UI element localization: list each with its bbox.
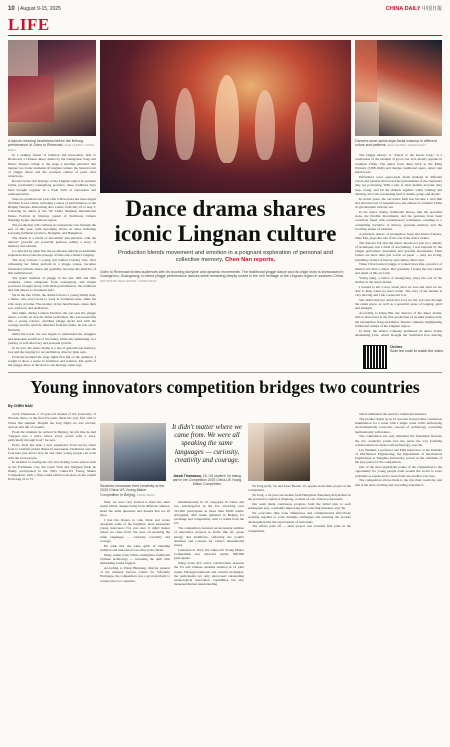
paragraph: The product lights up in 10 seconds and provides continuous illumination for a week with a single water refill, embodying environmentally conscious concept of technology coexisting harmoniously with nature. — [355, 416, 442, 434]
paragraph: According to Wang Bin, the director of the dance drama, Ode to Riverroad is the first production of its kind produced by the Guangzhou Song and Dance Theatre company, highlighting traditional culture of the Lingnan region. — [355, 311, 442, 328]
paragraph: In a striking fusion of tradition and innovation, Ode to Riverroad, a Chinese dance drama by the Guangzhou Song and Dance Theatre, brings to the stage a heartfelt narrative that merges two iconic elements of Lingnan culture: the historical art of yingge dance and the southern culture of pearl river waterways. — [8, 153, 96, 179]
caption-text: Students showcase their creativity at the 2025 China-US Young Maker Competition in Beijing. — [100, 484, 165, 497]
paragraph: Rooted in the rich heritage of the Lingnan region in southern China, particularly Guangdong province, these traditions have been brought together in a fresh form of expression and reinterpretation. — [8, 179, 96, 196]
dancers-makeup-photo — [355, 40, 442, 136]
article1-column-1 — [8, 153, 96, 367]
paragraph: Since its premiere last year, Ode to Riverroad has been staged 30 times across China, including a series of performances at the Beijing Tianqiao Performing Arts Center from July 25 to Aug 3, following its debut at the 7th China Xinjiang International Dance Festival in Urumqi, capital of Northwest China's Xinjiang Uygur autonomous region. — [8, 196, 96, 222]
paragraph: A principal dancer of Guangzhou Song and Dance Theatre, Zhao Fan, plays the role of the son in the dance drama. — [355, 231, 442, 240]
issue-date: | August 9-15, 2025 — [17, 6, 61, 12]
article2-column-5 — [355, 412, 442, 742]
section-rule — [8, 35, 442, 36]
page-number: 10 — [8, 6, 15, 12]
section-title: LIFE — [8, 15, 50, 34]
paragraph: In addition to touring the city and visiting iconic places such as the Forbidden City, the Great Wall and Jiangnan Park, he finally participated in the 2025 China-US Young Maker Competition, with a final round which took place in the capital from Aug 10 to 15. — [8, 460, 96, 482]
paragraph: Lin Yuanhui, a professor and PhD supervisor at the Institute of Mechanical Engineering, the Department of Mechanical Engineering at Tsinghua University, served as the chairman of the jury panel for the competition. — [355, 447, 442, 465]
deck-text: Production blends movement and emotion in a poignant exploration of personal and collective memory, — [118, 250, 333, 264]
paragraph: In the dance drama, traditional moves, like the powerful steps, the flexible movements, and the gestures, have been creatively fused with contemporary techniques, resulting in a compelling narrative of history, personal memory and the evolving nature of tradition. — [355, 209, 442, 231]
article2-headline: Young innovators competition bridges two countries — [30, 377, 420, 397]
paragraph: Our team made continuous progress from the initial idea to each subsequent step, constantly improving and correcting mistakes, says Yu. — [248, 502, 351, 511]
article1-column-3 — [355, 153, 442, 337]
paragraph: Launched in 2013, the China-US Young Maker Competition has attracted nearly 900,000 participants. — [174, 547, 244, 561]
caption-text: A dancer wearing headdress before the lifelong performance of Oden to Riverroad. — [8, 139, 84, 148]
bottom-left-photo-caption — [100, 484, 166, 497]
article1-headline — [100, 196, 351, 246]
photo-credit: PHOTOS BY ZHAI HUIXIN / CHINA DAILY — [100, 278, 158, 283]
photo-credit: CHINA DAILY — [136, 492, 156, 497]
photo-credit: ZHAI HUIXIN / CHINA DAILY — [387, 143, 427, 148]
paragraph: which eliminates the need for traditional batteries. — [359, 412, 428, 416]
quote-attribution-role: 15, US student, on taking part in the Competition 2025 China-US Young Maker Competition — [172, 474, 242, 486]
paragraph: Jacob Thomason, a 15-year-old student of the University of Nevada, Reno, is the first US team, made his very first visit to China this summer. Despite the long flight, he was excited, curious and full of wonder. — [8, 412, 96, 429]
paragraph: He adds that the same spirit of blending tradition and innovation was alive in the finals. — [100, 543, 170, 552]
paragraph: Many teams from China reimagined traditional Chinese technology — inventing the quill with embedding sound triggers. — [100, 552, 170, 565]
paragraph: The competition not only embodies the friendship between the two countries' youth, but also paves the way fostering collaborations in science and technology, says Yu. — [355, 434, 442, 447]
qr-code-icon[interactable] — [363, 345, 387, 369]
paragraph: The competition featured an increasing number of innovative projects in fields like AI, green energy and healthcare, reflecting the youth's attention and concern for today's international issues. — [174, 526, 244, 547]
paragraph: I had the chance to talk, think and create alongside some of the brightest, most passionate young innovators I've ever met. It didn't matter where we came from. We were all speaking the same languages — curiosity, creativity and courage. — [100, 517, 170, 543]
paragraph: The production will continue its nationwide tour through the end of this year, with upcoming shows in cities including Luoyang in Henan province, Shanghai, and Hangzhou. — [8, 222, 96, 235]
paragraph: According to Wang Huiqiang, director general of the Chinese Service Center for Scholarly Exchange, the competition was a good platform to connect the two countries. — [100, 565, 170, 583]
paragraph: From the moment he arrived in Beijing, he felt like he had "stepped into a place where every corner tells a story, particularly through food", he says. — [8, 429, 96, 442]
paragraph: In its core, the dance drama is a tale of generational memory, loss and the longing for reconciliation, director Qian says. — [8, 345, 96, 354]
paragraph: She added that her character's love for her son runs through the entire piece, as well as a powerful sense of longing, grief and strength. — [355, 297, 442, 311]
paragraph: Set in the late 1950s, the drama follows a young family man, a father, who was forced to work in Southeast Asia, while his wife stays at home. The mother, in her heartbroken, raises their son, with love and dedication. — [8, 293, 96, 310]
paragraph: One of the most significant points of the competition is the opportunity for young people from around the world to solve problems as equals and to learn from one another, Lin says. — [355, 465, 442, 478]
article2-column-4 — [248, 484, 351, 742]
headline-line: Dance drama shares — [125, 196, 326, 221]
article2-byline: By CHEN NAN — [8, 404, 33, 408]
dance-drama-main-photo — [100, 40, 351, 193]
paragraph: The efforts paid off — their project was awarded first prize in the competition. — [248, 524, 351, 533]
qr-block — [390, 345, 444, 354]
headline-line: iconic Lingnan culture — [114, 221, 337, 246]
caption-text: Oden to Riverroad invites audiences with its touching storyline and dynamic movements. The traditional yingge dance and its origin story is showcased in Guangzhou, Guangdong, to blend yingge performance dances while remaining deeply rooted in the rich heritage of the Lingnan region in southern China. — [100, 270, 344, 279]
dancer-headdress-photo — [8, 40, 96, 136]
left-photo-caption — [8, 139, 96, 152]
article2-column-2 — [100, 500, 170, 742]
brand-name-cn: 中国日报 — [421, 6, 442, 12]
paragraph: Performers wear opera-style facial makeup in different colors and patterns that reveal the personalities of the characters they are portraying. With a pair of short mallets in hand, they leap, swing, and hit the mallets together while walking and dancing, all to the resounding beat of drums, gongs and shouts. — [355, 174, 442, 196]
paragraph: We overcame time zone differences and communicated effectively, working together to solve multiple challenges and ensuring the product development met the expectations of both sides. — [248, 511, 351, 524]
paragraph: In 2024, the theater company premiered its dance drama Awakening Lion, which brought the traditional lion dancing — [355, 328, 442, 337]
story-divider — [8, 372, 442, 373]
paragraph: The drama is a blend of movement and emotion, with the dancers' graceful yet powerful gestures telling a story of memory and reunion. — [8, 235, 96, 249]
paragraph: Co-directed by Qian Xin, the production unfolds in dreamlike sequences that evoke the passage of time and a father's longing. — [8, 249, 96, 258]
pull-quote: It didn't matter where we came from. We were all speaking the same languages — curiosity, creativity and courage. — [171, 423, 243, 464]
article2-column-1 — [8, 412, 96, 742]
paragraph: The competition allows them to tap into their creativity, and that is the most exciting and rewarding experience. — [355, 478, 442, 487]
paragraph: Yu Tong, a 19-year-old student from Hangzhou Wenxiang Polytechnic in the provincial capital of Zhejiang, worked on one of these joint teams. — [248, 493, 351, 502]
paragraph: Wang notes that active collaboration between the US and Chinese students resulted in 14 joint teams. Through teamwork and creative exchanges, the participants not only showcased outstanding technological innovation capabilities but also deepened mutual understanding. — [174, 561, 244, 587]
article1-byline: Chen Nan reports. — [224, 257, 276, 264]
paragraph: The grand tradition of yingge in the late 16th and 20th centuries, when emigrants from Guangdong and Fujian provinces brought along with them performances, the traditions and folk dances to Southeast Asia. — [8, 275, 96, 293]
main-photo-caption — [100, 270, 351, 283]
pull-quote-attribution — [170, 474, 244, 486]
quote-attribution-name: Jacob Thomason, — [173, 474, 202, 478]
paragraph: Every meal has been a new experience from savory street food to carefully plated dishes in restaurants. Thomason says the food here just shows how he and other young people can work with the local people. — [8, 442, 96, 460]
brand-name: CHINA DAILY — [385, 6, 421, 12]
paragraph: I wanted to tell a story about what we lose and what we are able to keep when we leave home. The story of the mother is very moving and I felt connected to it. — [355, 284, 442, 297]
qr-description: Scan the code to watch the video. — [390, 349, 444, 354]
paragraph: The story follows a young girl named Cuiying who, after witnessing her father perform in a yingge troupe, becomes fascinated with the dance and gradually becomes the inheritor of this traditional art. — [8, 258, 96, 275]
paragraph: In recent years, the old dance form has become a vital link and attracted lots of inspiration to the culture of southern China in synchronism with the sea. — [355, 196, 442, 209]
article2-column-3 — [174, 500, 244, 742]
paragraph: The yingge dancer, or "dancer to the heroic song," is a celebration of the triumph of good over evil, mostly popular in southern China. The dance form dates back to the Ming Dynasty (1368-1644) and merges traditional opera, dance and martial arts. — [355, 153, 442, 174]
caption-text: Dancers wear opera-style facial makeup in different colors and patterns. — [355, 139, 437, 148]
paragraph: simultaneously in 10 categories in China and two subcategories in the US, attracting over 321,000 participants in more than 8,000 teams. Altogether, 600 teams gathered in Beijing for exchange and competition, with 11 teams from the US. — [174, 500, 244, 526]
paragraph: When I first learned yingge, it looked more like a practice of martial arts than a dance. But gradually I found the true charm and depth of this art form. — [355, 262, 442, 275]
article1-deck — [110, 250, 341, 265]
page-header-left — [8, 6, 61, 12]
right-photo-caption — [355, 139, 442, 148]
paragraph: The dancers felt that the dance should not just be a display of techniques, but a form of storytelling. I was inspired by the yingge performers' masculine and graceful movements. Their bodies are more than just words on paper — they are living, breathing carriers of history and culture, Zhao says. — [355, 240, 442, 262]
qr-title: Online — [390, 344, 403, 349]
paragraph: final, we were very excited to meet the other teams which, despite being from different cultures, share the same questions and dreams that we all have. — [100, 500, 170, 517]
joint-team-photo — [248, 423, 310, 481]
paragraph: From the moment the stage lights first fell on the audience, I sought to show a sense of resilience and reunion. The spirit of the yingge dance is devoted to one heritage, Qian says. — [8, 354, 96, 367]
photo-credit: ZHAI HUIXIN / CHINA DAILY — [8, 143, 95, 152]
paragraph: Amid the travel, the son begins to understand the struggles and unspoken sacrifices of his father, while also embarking on a journey of self-discovery and personal growth. — [8, 332, 96, 345]
young-maker-students-photo — [100, 423, 166, 481]
paragraph: Young Qing, a native of Guangdong, plays the role of the mother in the dance drama. — [355, 275, 442, 284]
page-header-right — [386, 5, 442, 12]
paragraph: One night, during Lantern Festival, the son sees the yingge dance, a noble art that his father performed. The son transforms into a young warrior, wielding yingge sticks and with the courage and the spirit he inherited from his father, he sets out to find him. — [8, 310, 96, 332]
paragraph: Yu Tong (left), 19, and Jesse Beaule, 25, speaks about their project at the competition. — [248, 484, 351, 493]
